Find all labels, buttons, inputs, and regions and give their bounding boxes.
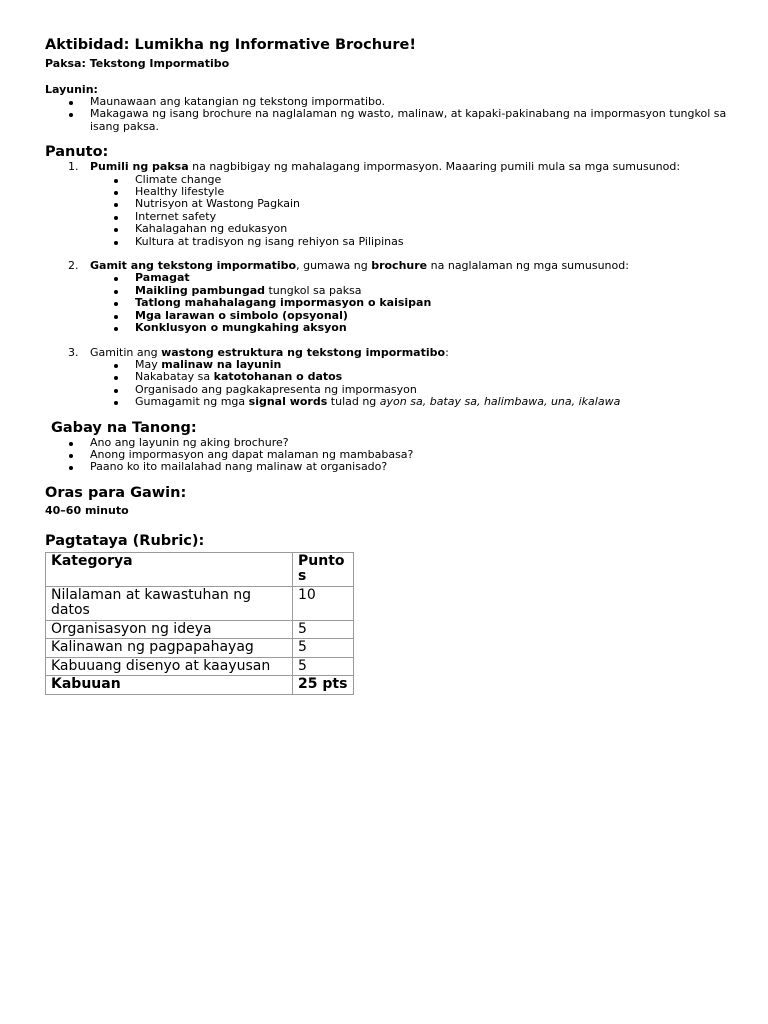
category-cell: Kabuuang disenyo at kaayusan [46,657,293,676]
step-text: na nagbibigay ng mahalagang impormasyon. Maaaring pumili mula sa mga sumusunod: [188,160,681,174]
item-bold-text: Maikling pambungad [135,283,265,297]
page-title: Aktibidad: Lumikha ng Informative Brochure! [45,37,416,53]
structure-list [135,359,735,409]
table-total-row [46,676,354,695]
objectives-heading: Layunin: [45,83,98,96]
time-heading: Oras para Gawin: [45,484,187,501]
list-item: Climate change [135,174,735,186]
total-label: Kabuuan [51,676,121,693]
list-item: Makagawa ng isang brochure na naglalaman ng wasto, malinaw, at kapaki-pakinabang na impormasyon tungkol sa isang paksa. [90,108,735,133]
step-number: 1. [68,160,79,174]
category-cell: Nilalaman at kawastuhan ng datos [46,586,293,620]
header-points [293,552,354,586]
instruction-step-2 [68,259,735,335]
rubric-table [45,552,354,695]
list-item: Ano ang layunin ng aking brochure? [90,437,735,449]
item-bold-text: Tatlong mahahalagang impormasyon o kaisipan [135,296,432,310]
header-label: Kategorya [51,552,133,569]
header-label: Puntos [298,552,345,585]
points-cell: 5 [293,620,354,639]
table-header-row [46,552,354,586]
table-row [46,639,354,658]
step-text: na naglalaman ng mga sumusunod: [427,259,629,273]
list-item: Paano ko ito mailalahad nang malinaw at organisado? [90,461,735,473]
total-points: 25 pts [298,676,348,693]
item-bold-text: Konklusyon o mungkahing aksyon [135,321,347,335]
item-text: Gumagamit ng mga [135,395,249,409]
instruction-step-3 [68,345,735,409]
list-item [135,396,735,408]
item-bold-text: signal words [248,395,328,409]
points-cell: 5 [293,639,354,658]
list-item: Kahalagahan ng edukasyon [135,223,735,235]
instructions-list [68,160,735,409]
time-value: 40–60 minuto [45,503,129,517]
instructions-heading: Panuto: [45,144,109,161]
step-text: : [445,345,449,359]
step-bold-text: Pumili ng paksa [90,160,189,174]
document [45,36,735,695]
list-item: Kultura at tradisyon ng isang rehiyon sa Pilipinas [135,236,735,248]
category-cell: Kalinawan ng pagpapahayag [46,639,293,658]
guide-questions-list [90,437,735,474]
step-text: Gamitin ang [90,345,162,359]
item-bold-text: Pamagat [135,271,190,285]
item-text: May [135,357,162,371]
step-text: , gumawa ng [296,259,372,273]
item-text: Nakabatay sa [135,370,214,384]
item-text: tungkol sa paksa [265,283,362,297]
list-item: Healthy lifestyle [135,186,735,198]
table-row [46,657,354,676]
list-item: Maunawaan ang katangian ng tekstong impormatibo. [90,96,735,108]
item-italic-text: ayon sa, batay sa, halimbawa, una, ikalawa [379,395,621,409]
guide-questions-heading: Gabay na Tanong: [51,419,197,436]
list-item: Nutrisyon at Wastong Pagkain [135,198,735,210]
instruction-step-1 [68,160,735,248]
step-bold-text: wastong estruktura ng tekstong impormatibo [161,345,446,359]
table-row [46,620,354,639]
list-item [135,322,735,334]
category-cell: Organisasyon ng ideya [46,620,293,639]
list-item: Anong impormasyon ang dapat malaman ng mambabasa? [90,449,735,461]
item-bold-text: Mga larawan o simbolo (opsyonal) [135,308,348,322]
brochure-parts-list [135,272,735,334]
points-cell: 5 [293,657,354,676]
table-row [46,586,354,620]
step-bold-text: brochure [371,259,428,273]
topic-label: Paksa: Tekstong Impormatibo [45,57,230,70]
topic-options-list [135,174,735,248]
step-number: 2. [68,259,79,273]
list-item: Organisado ang pagkakapresenta ng impormasyon [135,384,735,396]
points-cell: 10 [293,586,354,620]
step-number: 3. [68,345,79,359]
total-label-cell [46,676,293,695]
item-text: tulad ng [327,395,380,409]
objectives-list [90,96,735,133]
rubric-heading: Pagtataya (Rubric): [45,532,205,549]
step-bold-text: Gamit ang tekstong impormatibo [90,259,297,273]
list-item [135,371,735,383]
list-item: Internet safety [135,211,735,223]
item-bold-text: malinaw na layunin [161,357,282,371]
item-bold-text: katotohanan o datos [213,370,343,384]
header-category [46,552,293,586]
total-points-cell [293,676,354,695]
